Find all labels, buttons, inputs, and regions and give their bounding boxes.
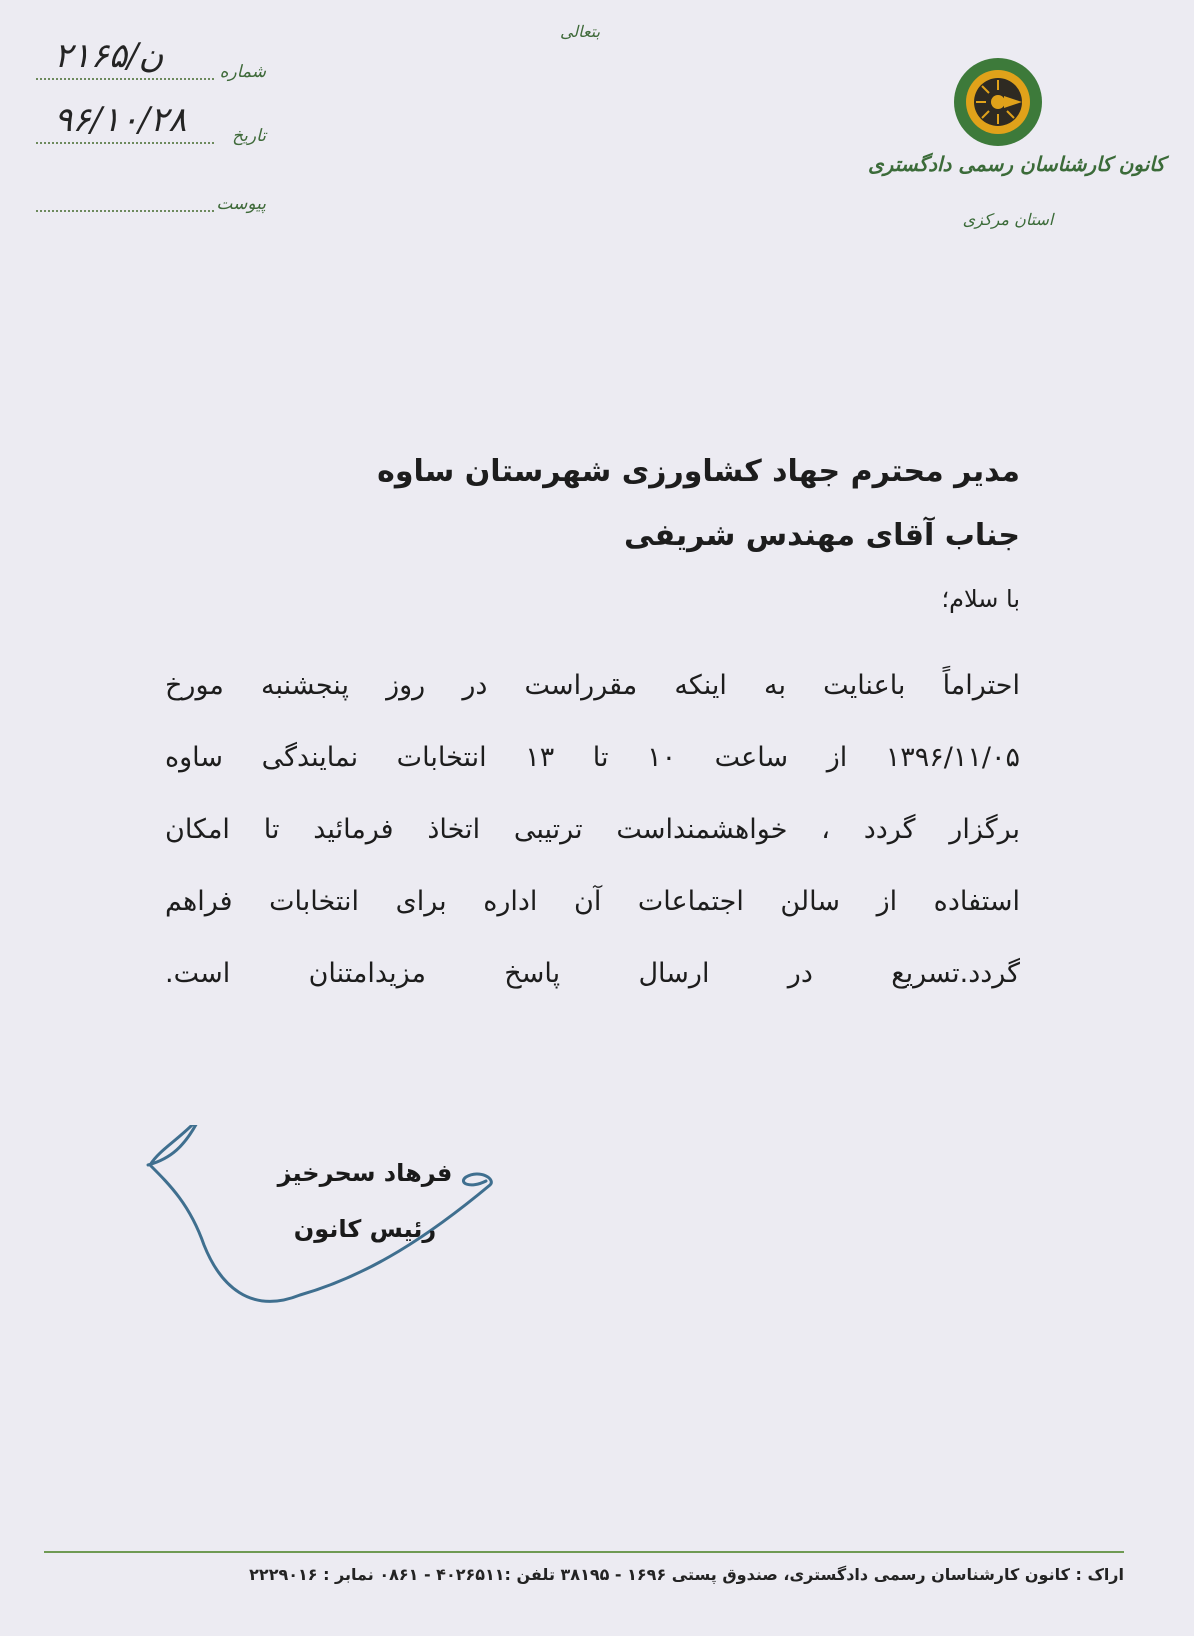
- invocation-heading: بتعالی: [559, 22, 601, 41]
- greeting: با سلام؛: [941, 585, 1020, 613]
- organization-province: استان مرکزی: [962, 210, 1054, 229]
- letter-date-label: تاریخ: [232, 126, 266, 146]
- recipient-line-2: جناب آقای مهندس شریفی: [623, 518, 1020, 553]
- dotted-line: [36, 142, 214, 144]
- dotted-line: [36, 210, 214, 212]
- letter-number-value: ۲۱۶۵/ن: [54, 36, 164, 76]
- letter-date-field: [36, 100, 266, 148]
- body-line: برگزار گردد ، خواهشمنداست ترتیبی اتخاذ فرمائید تا امکان: [165, 814, 1020, 845]
- signer-title: رئیس کانون: [293, 1215, 437, 1243]
- body-line: استفاده از سالن اجتماعات آن اداره برای انتخابات فراهم: [165, 886, 1020, 917]
- body-line: ۱۳۹۶/۱۱/۰۵ از ساعت ۱۰ تا ۱۳ انتخابات نمایندگی ساوه: [165, 742, 1020, 773]
- signature-block: [140, 1125, 510, 1365]
- recipient-line-1: مدیر محترم جهاد کشاورزی شهرستان ساوه: [377, 454, 1020, 489]
- signer-name: فرهاد سحرخیز: [277, 1159, 453, 1187]
- letter-date-value: ۹۶/۱۰/۲۸: [54, 100, 187, 140]
- letter-body: [165, 650, 1020, 1010]
- letter-number-field: [36, 36, 266, 84]
- letter-content: [165, 440, 1020, 1010]
- signer: [270, 1145, 460, 1257]
- footer-address: اراک : کانون کارشناسان رسمی دادگستری، صندوق پستی ۱۶۹۶ - ۳۸۱۹۵ تلفن :۴۰۲۶۵۱۱ - ۰۸۶۱ نمابر : ۲۲۲۹۰۱۶: [249, 1565, 1124, 1584]
- dotted-line: [36, 78, 214, 80]
- footer-divider: [44, 1551, 1124, 1553]
- letter-attachment-field: [36, 176, 266, 216]
- organization-name: کانون کارشناسان رسمی دادگستری: [868, 152, 1165, 176]
- letter-attachment-label: پیوست: [216, 194, 266, 214]
- body-line: گردد.تسریع در ارسال پاسخ مزیدامتنان است.: [165, 958, 1020, 989]
- organization-logo-emblem: [952, 56, 1044, 148]
- body-line: احتراماً باعنایت به اینکه مقرراست در روز پنجشنبه مورخ: [165, 670, 1020, 701]
- letter-number-label: شماره: [219, 62, 266, 82]
